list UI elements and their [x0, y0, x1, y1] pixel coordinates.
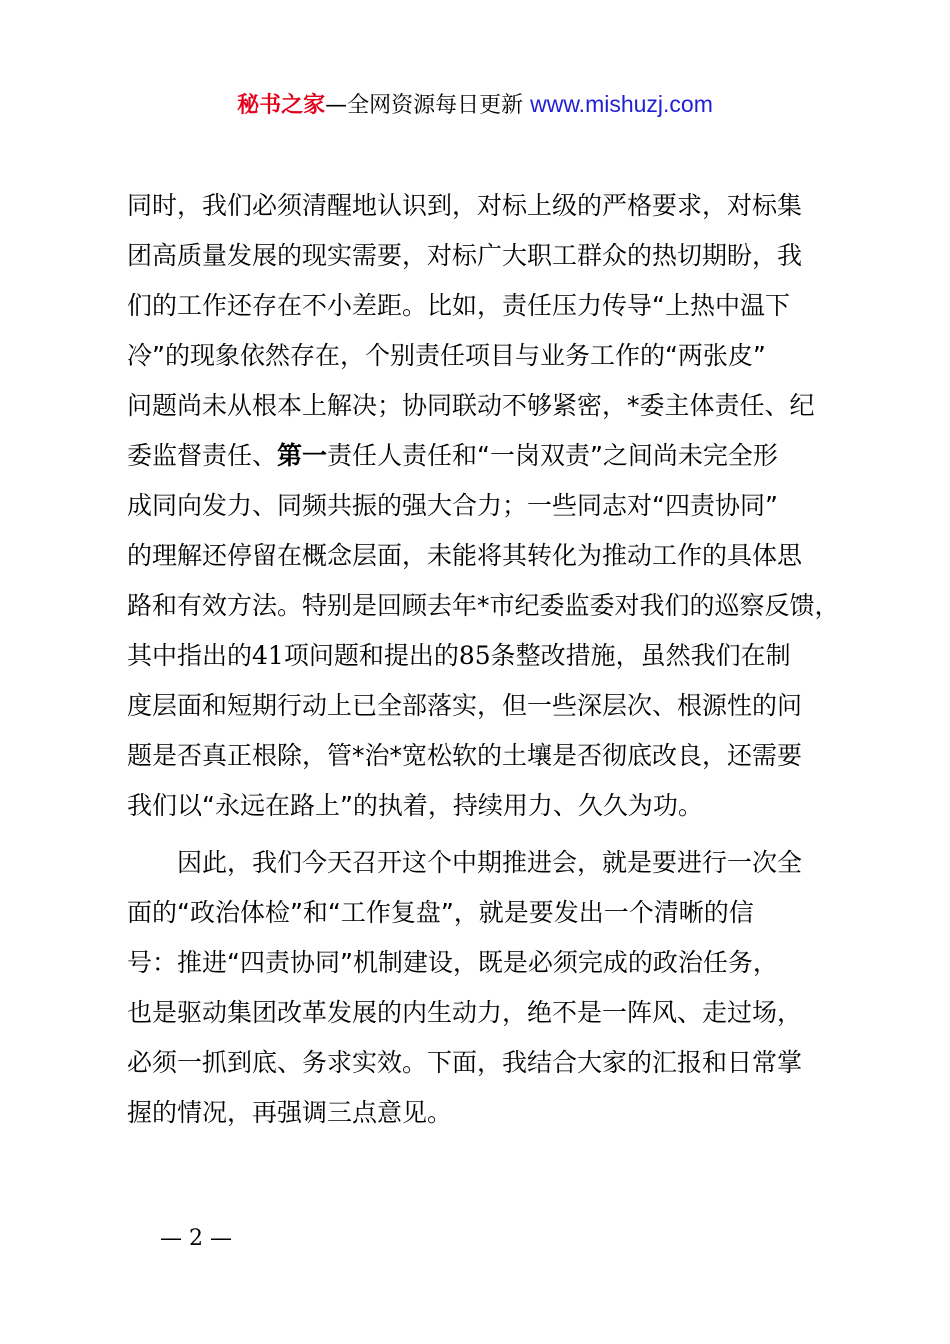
- text-line: 握的情况，再强调三点意见。: [127, 1098, 453, 1127]
- text-fragment: 其中指出的: [127, 641, 253, 670]
- text-line: 团高质量发展的现实需要，对标广大职工群众的热切期盼，我: [127, 241, 803, 270]
- number-text: 85: [458, 641, 491, 670]
- page-number: — 2 —: [160, 1226, 232, 1251]
- text-line: 题是否真正根除，管*治*宽松软的土壤是否彻底改良，还需要: [127, 741, 803, 770]
- text-line: 必须一抓到底、务求实效。下面，我结合大家的汇报和日常掌: [127, 1048, 803, 1077]
- brand-name: 秘书之家: [237, 93, 326, 118]
- text-fragment: 条整改措施，虽然我们在制: [490, 641, 791, 670]
- text-line: 因此，我们今天召开这个中期推进会，就是要进行一次全: [177, 848, 803, 877]
- header-slogan: —全网资源每日更新: [325, 93, 531, 118]
- text-line: 面的“政治体检”和“工作复盘”，就是要发出一个清晰的信: [127, 898, 754, 927]
- paragraph-2: [127, 838, 835, 1138]
- text-line: 我们以“永远在路上”的执着，持续用力、久久为功。: [127, 791, 703, 820]
- text-line: 路和有效方法。特别是回顾去年*市纪委监委对我们的巡察反馈，: [127, 591, 840, 620]
- text-line: 号：推进“四责协同”机制建设，既是必须完成的政治任务，: [127, 948, 778, 977]
- text-line: 冷”的现象依然存在，个别责任项目与业务工作的“两张皮”: [127, 341, 766, 370]
- text-line: 成同向发力、同频共振的强大合力；一些同志对“四责协同”: [127, 491, 778, 520]
- text-fragment: 委监督责任、: [127, 441, 278, 470]
- text-line: 问题尚未从根本上解决；协同联动不够紧密，*委主体责任、纪: [127, 391, 815, 420]
- page-header: [0, 88, 950, 122]
- text-line: 的理解还停留在概念层面，未能将其转化为推动工作的具体思: [127, 541, 803, 570]
- number-text: 41: [252, 641, 284, 670]
- text-line: [127, 431, 835, 481]
- text-line: 度层面和短期行动上已全部落实，但一些深层次、根源性的问: [127, 691, 803, 720]
- bold-text: 第一: [277, 441, 328, 470]
- text-line: 同时，我们必须清醒地认识到，对标上级的严格要求，对标集: [127, 191, 803, 220]
- text-line: [127, 631, 835, 681]
- website-link[interactable]: www.mishuzj.com: [530, 91, 713, 117]
- text-line: 也是驱动集团改革发展的内生动力，绝不是一阵风、走过场，: [127, 998, 803, 1027]
- text-fragment: 项问题和提出的: [283, 641, 459, 670]
- text-line: 们的工作还存在不小差距。比如，责任压力传导“上热中温下: [127, 291, 790, 320]
- paragraph-1: [127, 181, 840, 831]
- text-fragment: 责任人责任和“一岗双责”之间尚未完全形: [327, 441, 778, 470]
